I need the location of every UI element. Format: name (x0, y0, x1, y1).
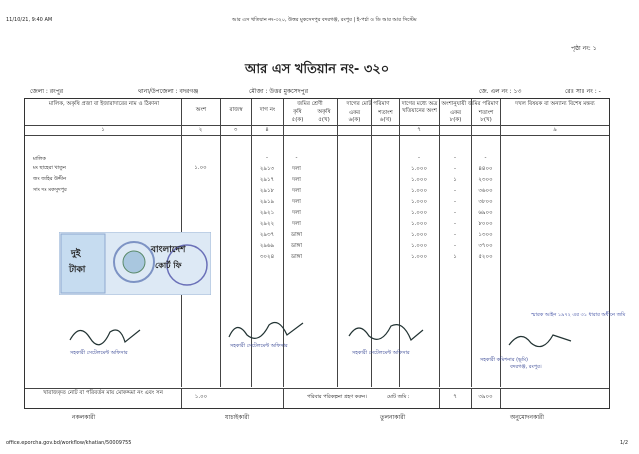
header-dag: দাগ নং (259, 107, 276, 113)
row-cell-dag: ২৯১৮ (259, 188, 275, 194)
page-number: পৃষ্ঠা নং: ১ (571, 45, 597, 52)
header-share: অংশ (195, 107, 207, 113)
stamp-country: বাংলাদেশ (151, 245, 186, 255)
colnum-3: ৩ (233, 127, 238, 133)
row-cell-acre: ১ (453, 254, 457, 260)
row-cell-dag-share: - (418, 155, 420, 161)
row-cell-acre: - (454, 155, 456, 161)
print-footer-url: office.eporcha.gov.bd/workflow/khatian/50009755 (6, 440, 132, 446)
row-cell-acre: - (454, 221, 456, 227)
row-cell-dag: ৩০২৪ (259, 254, 275, 260)
row-cell-shot: ৬৯০০ (478, 210, 493, 216)
signature-4 (505, 325, 575, 355)
header-nonagri-sub: ৫(খ) (318, 117, 330, 123)
special-remark: স্মারক আইন ১৯৭২ এর ৩১ ধারার অধীনে জমি (531, 312, 626, 318)
row-cell-dag-share: ১.০০০ (410, 188, 428, 194)
row-cell-cls: দলা (292, 210, 301, 216)
row-cell-shot: ৩৭০০ (478, 243, 493, 249)
upazila-label: থানা/উপজেলা : বদরগঞ্জ (138, 88, 199, 95)
owner-address: সাং দঃ মকসুদপুর (33, 187, 67, 193)
print-timestamp: 11/10/21, 9:40 AM (6, 17, 53, 23)
row-cell-dag: ২৯২২ (259, 221, 275, 227)
row-cell-cls: ডাঙ্গা (291, 232, 302, 238)
header-agri-sub: ৫(ক) (291, 117, 304, 123)
row-cell-dag-share: ১.০০০ (410, 166, 428, 172)
row-cell-cls: দলা (292, 177, 301, 183)
row-cell-dag: ২৯৩৭ (259, 232, 275, 238)
family-planning-note: পরিবার পরিকল্পনা গ্রহণ করুন। (307, 394, 367, 400)
officer-1-designation: সহকারী সেটেলমেন্ট অফিসার (70, 350, 128, 356)
row-cell-cls: ডাঙ্গা (291, 243, 302, 249)
row-cell-shot: ১৩০০ (478, 232, 493, 238)
header-shot2: শতাংশ (478, 110, 494, 116)
district-label: জেলা : রংপুর (30, 88, 64, 95)
row-cell-dag-share: ১.০০০ (410, 254, 428, 260)
header-acre2: একর (449, 110, 462, 116)
row-cell-acre: - (454, 199, 456, 205)
header-dag-area: দাগের মোট পরিমাণ (346, 101, 390, 107)
row-cell-dag: - (266, 155, 268, 161)
colnum-9: ৯ (553, 127, 557, 133)
row-cell-acre: ১ (453, 177, 457, 183)
header-revenue: রাজস্ব (229, 107, 243, 113)
officer-3-designation: সহকারী সেটেলমেন্ট অফিসার (352, 350, 410, 356)
row-cell-cls: দলা (292, 221, 301, 227)
row-cell-acre: - (454, 166, 456, 172)
header-share-land: অংশানুযায়ী জমির পরিমাণ (441, 101, 499, 107)
row-cell-dag-share: ১.০০০ (410, 177, 428, 183)
header-shotangsho: শতাংশ (378, 110, 393, 116)
header-shot2-sub: ৮(খ) (480, 117, 492, 123)
role-copier: নকলকারী (72, 414, 96, 421)
colnum-7: ৭ (417, 127, 421, 133)
colnum-4: ৪ (265, 127, 269, 133)
row-cell-dag: ২৯৬৯ (259, 243, 275, 249)
mouza-label: মৌজা : উত্তর মুকসেদপুর (249, 88, 309, 95)
row-cell-shot: ৩৬০০ (478, 188, 493, 194)
khatian-title: আর এস খতিয়ান নং- ৩২০ (245, 62, 390, 77)
officer-2-designation: সহকারী সেটেলমেন্ট অফিসার (230, 343, 288, 349)
court-fee-stamp (59, 232, 211, 295)
signature-2 (225, 315, 305, 345)
stamp-type: কোর্ট ফি (155, 261, 182, 270)
row-cell-dag: ২৯২১ (259, 210, 275, 216)
header-acre: একর (348, 110, 361, 116)
header-dag-share: দাগের মধ্যে অত্র খতিয়ানের অংশ (401, 101, 438, 114)
row-cell-cls: দলা (292, 188, 301, 194)
header-notes: দখল বিষয়ক বা অন্যান্য বিশেষ মন্তব্য (515, 101, 595, 107)
total-land-label: মোট জমি : (387, 394, 410, 400)
row-cell-cls: ডাঙ্গা (291, 254, 302, 260)
header-owner: মালিক, অকৃষি প্রজা বা ইজারাদারের নাম ও ঠিকানা (48, 101, 160, 107)
officer-4-location: বদরগঞ্জ, রংপুর। (510, 364, 542, 370)
row-cell-dag: ২৯১৩ (259, 166, 275, 172)
row-cell-dag: ২৯১৯ (259, 199, 275, 205)
stamp-unit: টাকা (69, 265, 86, 275)
header-acre2-sub: ৮(ক) (449, 117, 462, 123)
row-cell-dag-share: ১.০০০ (410, 221, 428, 227)
row-cell-shot: ৮০০০ (478, 221, 493, 227)
owner-name-2: জং জহির উদ্দীন (33, 176, 67, 182)
signature-3 (345, 318, 425, 348)
bottom-note-label: খারাজকৃত নোট বা পরিবর্তন মায় মোকদ্দমা নং এবং সন (43, 390, 163, 396)
rev-number: রেঃ সাঃ নং : - (565, 88, 601, 95)
officer-4-designation: সহকারী কমিশনার (ভূমি) (480, 357, 528, 363)
row-cell-dag-share: ১.০০০ (410, 199, 428, 205)
role-comparer: তুলনাকারী (380, 414, 406, 421)
header-shot-sub: ৬(খ) (379, 117, 392, 123)
print-header-title: আর এস খতিয়ান নং-৩২০, উত্তর মুকসেদপুর বদরগঞ্জ, রংপুর | ই-পর্চা ও ডি আর আর সিস্টেম (232, 17, 417, 23)
row-cell-acre: - (454, 210, 456, 216)
bottom-share: ১.০০ (194, 394, 208, 400)
total-shotangsho: ৩৯০০ (478, 394, 493, 400)
jl-number: জে. এল নং : ১৩ (479, 88, 522, 95)
row-cell-shot: - (484, 155, 487, 161)
header-nonagri: অকৃষি (317, 109, 331, 115)
colnum-1: ১ (101, 127, 105, 133)
signature-1 (65, 320, 145, 350)
row-cell-acre: - (454, 232, 456, 238)
role-verifier: যাচাইকারী (225, 414, 250, 421)
row-cell-cls: - (295, 155, 298, 161)
share-value: ১.০০ (194, 165, 207, 171)
row-cell-shot: ৫২০০ (478, 254, 493, 260)
header-land-class: জমির শ্রেণী (297, 101, 323, 107)
row-cell-acre: - (454, 188, 456, 194)
row-cell-cls: দলা (292, 199, 301, 205)
owners-label: মালিক (33, 156, 46, 162)
row-cell-dag-share: ১.০০০ (410, 243, 428, 249)
stamp-value: দুই (71, 249, 81, 259)
header-agri: কৃষি (293, 109, 302, 115)
role-approver: অনুমোদনকারী (510, 414, 544, 421)
row-cell-dag-share: ১.০০০ (410, 210, 428, 216)
print-page-indicator: 1/2 (620, 440, 629, 446)
row-cell-shot: ৩৮০০ (478, 199, 493, 205)
total-acre: ৭ (453, 394, 457, 400)
colnum-2: ২ (198, 127, 203, 133)
owner-name-1: মং ছাহেরা খাতুন (33, 165, 66, 171)
row-cell-dag: ২৯১৭ (259, 177, 275, 183)
row-cell-dag-share: ১.০০০ (410, 232, 428, 238)
row-cell-shot: ২৩০০ (478, 177, 493, 183)
row-cell-cls: দলা (292, 166, 301, 172)
header-acre-sub: ৬(ক) (348, 117, 361, 123)
row-cell-shot: ৪৪০০ (478, 166, 493, 172)
row-cell-acre: - (454, 243, 456, 249)
